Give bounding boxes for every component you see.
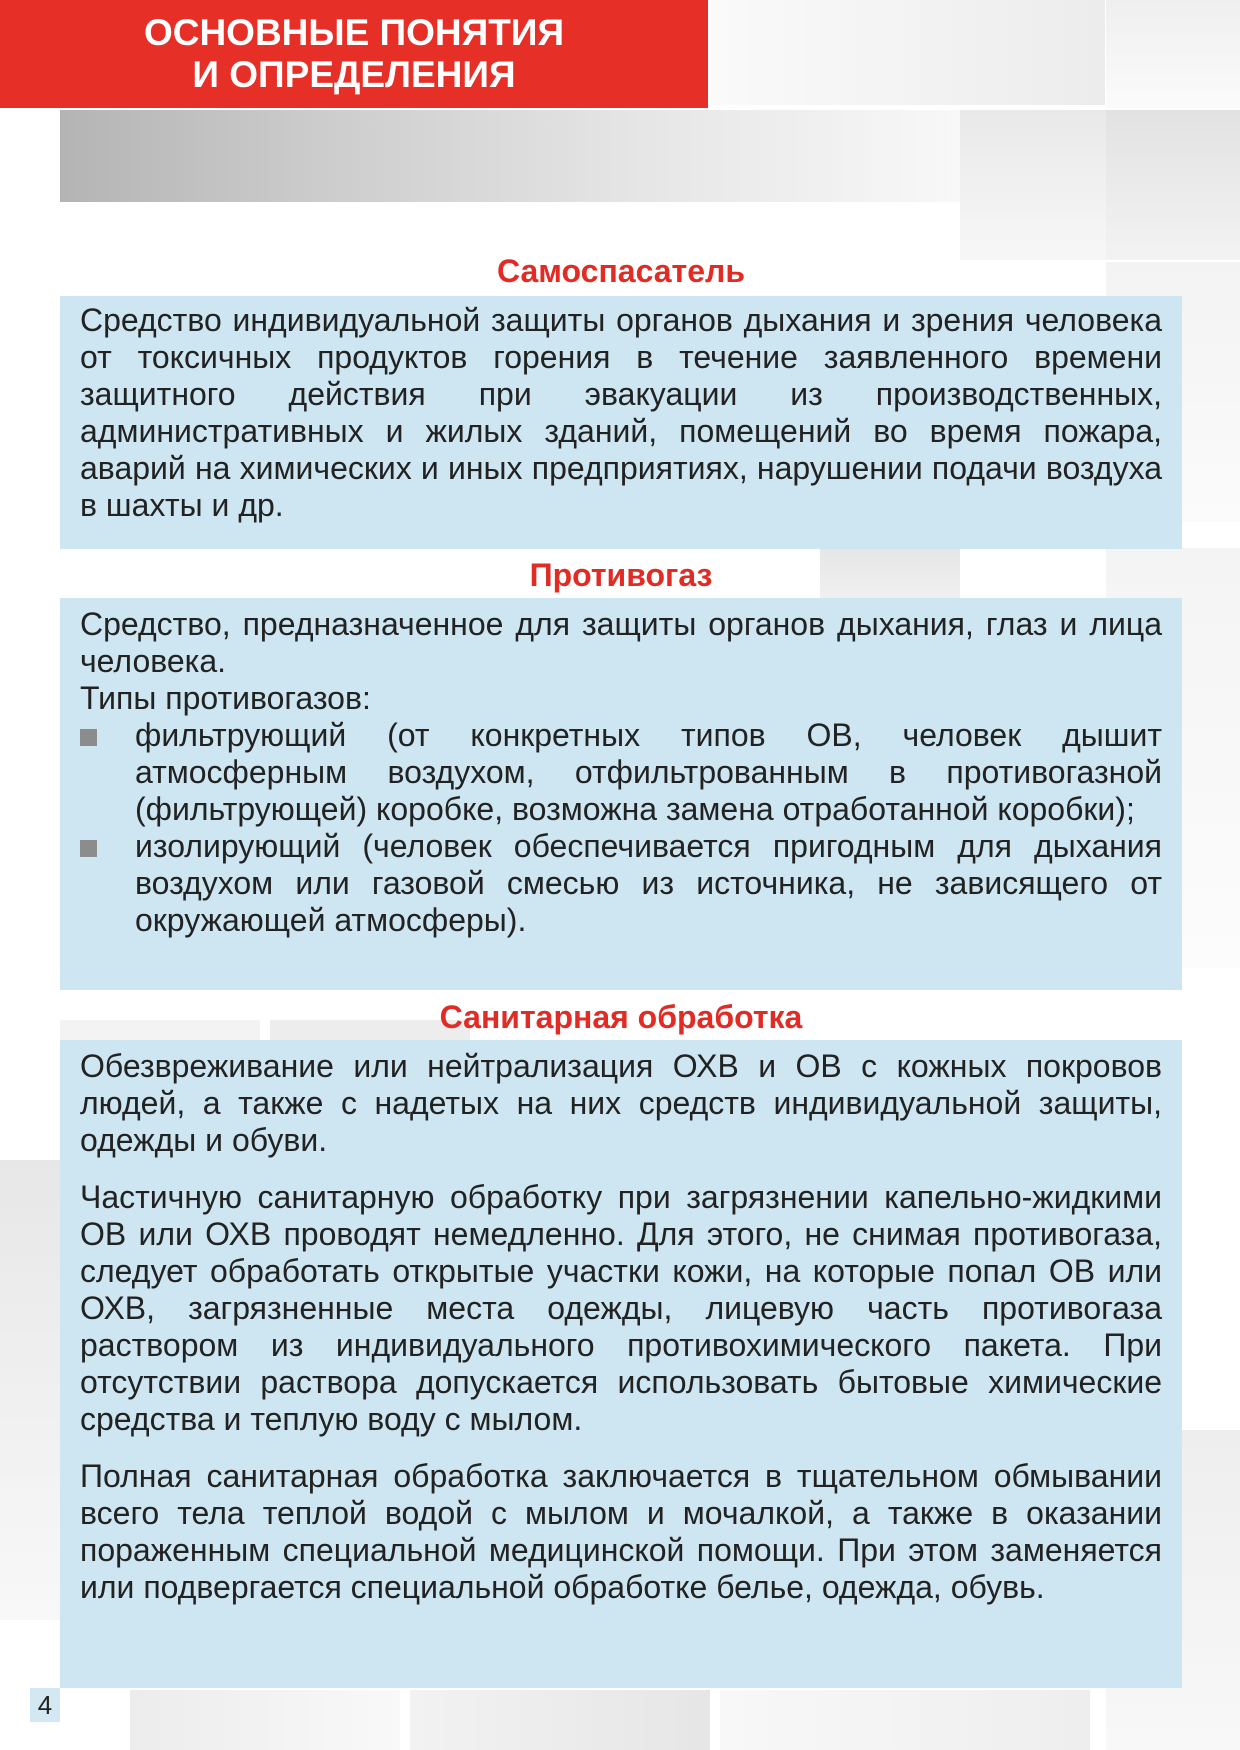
background-tile (960, 110, 1106, 260)
full-sanitization-text: Полная санитарная обработка заключается в тщательном обмывании всего тела теплой водой с мылом и мочалкой, а также в оказании пораженным специальной медицинской помощи. При этом заменяется или подвергается специальной обработке белье, одежда, обувь. (80, 1458, 1162, 1605)
definition-box-self-rescuer (60, 296, 1182, 549)
page-header (0, 0, 708, 108)
section-title-gas-mask: Противогаз (529, 557, 713, 593)
background-tile (130, 1690, 400, 1750)
background-tile (720, 1690, 1090, 1750)
square-bullet-icon (80, 729, 97, 746)
list-item (80, 828, 1162, 939)
background-tile (0, 1160, 60, 1620)
background-tile (1106, 110, 1240, 260)
background-tile (410, 1690, 710, 1750)
header-gray-band (60, 110, 960, 202)
page-number: 4 (30, 1688, 60, 1722)
definition-text: Обезвреживание или нейтрализация ОХВ и ОВ с кожных покровов людей, а также с надетых на них средств индивидуальной защиты, одежды и обуви. (80, 1048, 1162, 1158)
list-intro: Типы противогазов: (80, 680, 371, 716)
definition-box-sanitization (60, 1040, 1182, 1688)
background-tile (1106, 0, 1240, 108)
list-item (80, 717, 1162, 828)
page-title-line-1: ОСНОВНЫЕ ПОНЯТИЯ (143, 12, 565, 53)
list-item-text: изолирующий (человек обеспечивается пригодным для дыхания воздухом или газовой смесью из источника, не зависящего от окружающей атмосферы). (135, 828, 1162, 938)
definition-text: Средство, предназначенное для защиты органов дыхания, глаз и лица человека. (80, 606, 1162, 679)
background-tile (710, 0, 1105, 105)
paragraph-gap (80, 1159, 1162, 1179)
section-title-self-rescuer: Самоспасатель (496, 253, 746, 289)
page-title-line-2: И ОПРЕДЕЛЕНИЯ (192, 54, 516, 95)
paragraph-gap (80, 1438, 1162, 1458)
definition-text: Средство индивидуальной защиты органов дыхания и зрения человека от токсичных продуктов горения в течение заявленного времени защитного действия при эвакуации из производственных, административных и жилых зданий, помещений во время пожара, аварий на химических и иных предприятиях, нарушении подачи воздуха в шахты и др. (80, 302, 1162, 523)
list-item-text: фильтрующий (от конкретных типов ОВ, человек дышит атмосферным воздухом, отфильтрованным в противогазной (фильтрующей) коробке, возможна замена отработанной коробки); (135, 717, 1162, 827)
square-bullet-icon (80, 840, 97, 857)
gas-mask-types-list (80, 717, 1162, 939)
section-title-sanitization: Санитарная обработка (439, 999, 803, 1035)
partial-sanitization-text: Частичную санитарную обработку при загрязнении капельно-жидкими ОВ или ОХВ проводят немедленно. Для этого, не снимая противогаза, следует обработать открытые участки кожи, на которые попал ОВ или ОХВ, загрязненные места одежды, лицевую часть противогаза раствором из индивидуального противохимического пакета. При отсутствии раствора допускается использовать бытовые химические средства и теплую воду с мылом. (80, 1179, 1162, 1437)
definition-box-gas-mask (60, 598, 1182, 990)
